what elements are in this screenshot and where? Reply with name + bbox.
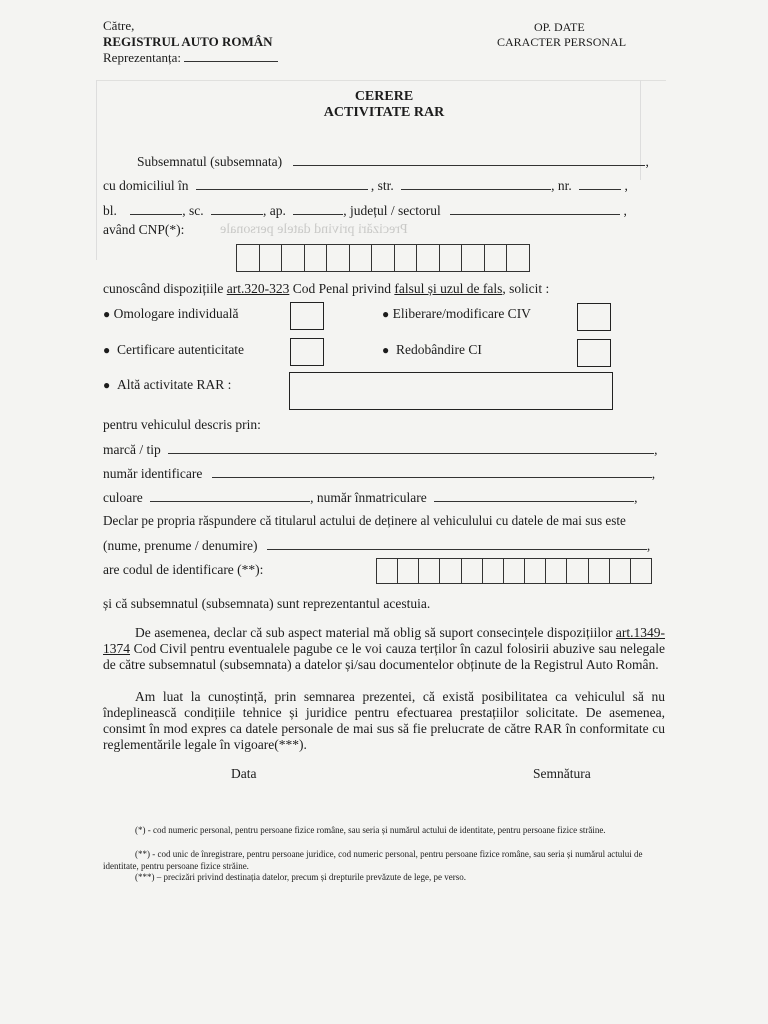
label-inmatriculare: , număr înmatriculare (310, 490, 427, 505)
option-certificare: ● Certificare autenticitate (103, 342, 245, 357)
apartment-field[interactable] (293, 202, 343, 215)
street-field[interactable] (401, 177, 551, 190)
request-line (103, 281, 549, 297)
row-numar (103, 465, 655, 482)
title-line1: CERERE (354, 89, 414, 104)
checkbox-redobandire[interactable] (577, 339, 611, 367)
bleed-through-heading: Precizări privind datele personale (220, 222, 408, 237)
option-alta-label: Altă activitate RAR : (117, 377, 232, 392)
option-omologare-label: Omologare individuală (113, 306, 239, 321)
header-rep (103, 49, 278, 66)
comma: , (651, 466, 656, 481)
vehicle-intro: pentru vehiculul descris prin: (103, 417, 261, 432)
request-fals: falsul și uzul de fals (394, 281, 503, 296)
option-alta: ● Altă activitate RAR : (103, 377, 232, 392)
label-domiciliu: cu domiciliul în (103, 178, 189, 193)
request-prefix: cunoscând dispozițiile (103, 281, 227, 296)
option-omologare: ● Omologare individuală (103, 306, 239, 321)
label-judet: , județul / sectorul (343, 203, 441, 218)
county-field[interactable] (450, 202, 620, 215)
declaration-line1: Declar pe propria răspundere că titularul actului de deținere al vehiculului cu datele de mai sus este (103, 513, 626, 528)
label-data: Data (231, 766, 257, 781)
option-certificare-label: Certificare autenticitate (117, 342, 245, 357)
comma: , (645, 154, 649, 169)
vin-field[interactable] (212, 465, 652, 478)
block-field[interactable] (130, 202, 182, 215)
row-bloc (103, 202, 627, 219)
comma: , (646, 538, 651, 553)
footnote-1: (*) - cod numeric personal, pentru persoane fizice române, sau seria și numărul actului de identitate, pentru persoane fizice străine. (135, 825, 606, 835)
checkbox-eliberare[interactable] (577, 303, 611, 331)
color-field[interactable] (150, 489, 310, 502)
footnote-2: (**) - cod unic de înregistrare, pentru persoane juridice, cod numeric personal, pentru persoane fizice române, sau seria și numărul actului de identitate, pentru persoane fizice străine. (103, 849, 643, 871)
label-subsemnatul: Subsemnatul (subsemnata) (137, 154, 283, 169)
label-nume: (nume, prenume / denumire) (103, 538, 258, 553)
checkbox-certificare[interactable] (290, 338, 324, 366)
other-activity-field[interactable] (289, 372, 613, 410)
option-eliberare: ● Eliberare/modificare CIV (382, 306, 531, 321)
row-nume (103, 537, 650, 554)
row-marca (103, 441, 657, 458)
request-suffix: , solicit : (502, 281, 550, 296)
header-right2: CARACTER PERSONAL (497, 35, 627, 49)
comma: , (654, 442, 658, 457)
row-domiciliu (103, 177, 628, 194)
row-culoare (103, 489, 637, 506)
owner-id-field[interactable] (376, 558, 652, 584)
label-semnatura: Semnătura (533, 766, 591, 781)
label-str: , str. (370, 178, 394, 193)
label-cnp: având CNP(*): (103, 222, 185, 237)
bleed-line (96, 80, 666, 81)
header-right1: OP. DATE (534, 20, 585, 34)
declaration-line3: și că subsemnatul (subsemnata) sunt reprezentantul acestuia. (103, 596, 431, 611)
number-field[interactable] (579, 177, 621, 190)
header-org: REGISTRUL AUTO ROMÂN (103, 34, 273, 49)
header-to: Către, (103, 18, 135, 33)
label-culoare: culoare (103, 490, 143, 505)
label-sc: , sc. (182, 203, 204, 218)
plate-field[interactable] (434, 489, 634, 502)
row-subsemnatul (137, 153, 649, 170)
stair-field[interactable] (211, 202, 263, 215)
p2-text: Am luat la cunoștință, prin semnarea prezentei, că există posibilitatea ca vehiculul să nu îndeplinească condițiile tehnice și juridice pentru efectuarea prestațiilor solicitate. De asemenea, consimt în mod expres ca datele personale de mai sus să fie prelucrate de către RAR în conformitate cu reglementările legale în vigoare(***). (103, 689, 665, 752)
p1-rest: Cod Civil pentru eventualele pagube ce le voi cauza terților în cazul folosirii abuzive sau nelegale de către subsemnatul (subsemnata) a datelor și/sau documentelor obținute de la Registrul Auto Român. (103, 641, 665, 672)
comma: , (634, 490, 638, 505)
paragraph-civil (103, 625, 665, 673)
label-numar: număr identificare (103, 466, 203, 481)
label-marca: marcă / tip (103, 442, 161, 457)
comma: , (623, 203, 627, 218)
owner-name-field[interactable] (267, 537, 647, 550)
label-cod: are codul de identificare (**): (103, 562, 264, 577)
option-eliberare-label: Eliberare/modificare CIV (392, 306, 531, 321)
option-redobandire: ● Redobândire CI (382, 342, 482, 357)
header-rep-label: Reprezentanța: (103, 50, 181, 65)
paragraph-consent (103, 689, 665, 753)
footnote-3: (***) – precizări privind destinația datelor, precum și drepturile prevăzute de lege, pe verso. (135, 872, 467, 882)
cnp-field[interactable] (236, 244, 530, 272)
option-redobandire-label: Redobândire CI (396, 342, 482, 357)
label-bl: bl. (103, 203, 117, 218)
p1-start: De asemenea, declar că sub aspect material mă oblig să suport consecințele dispozițiilor (135, 625, 613, 640)
label-nr: , nr. (551, 178, 572, 193)
checkbox-omologare[interactable] (290, 302, 324, 330)
p1-art: art.1349-1374 (103, 625, 665, 656)
request-mid: Cod Penal privind (289, 281, 395, 296)
comma: , (624, 178, 628, 193)
make-field[interactable] (168, 441, 654, 454)
domiciliu-field[interactable] (196, 177, 368, 190)
rep-field[interactable] (184, 49, 278, 62)
name-field[interactable] (293, 153, 645, 166)
request-art: art.320-323 (226, 281, 290, 296)
label-ap: , ap. (263, 203, 286, 218)
title-line2: ACTIVITATE RAR (323, 105, 445, 120)
